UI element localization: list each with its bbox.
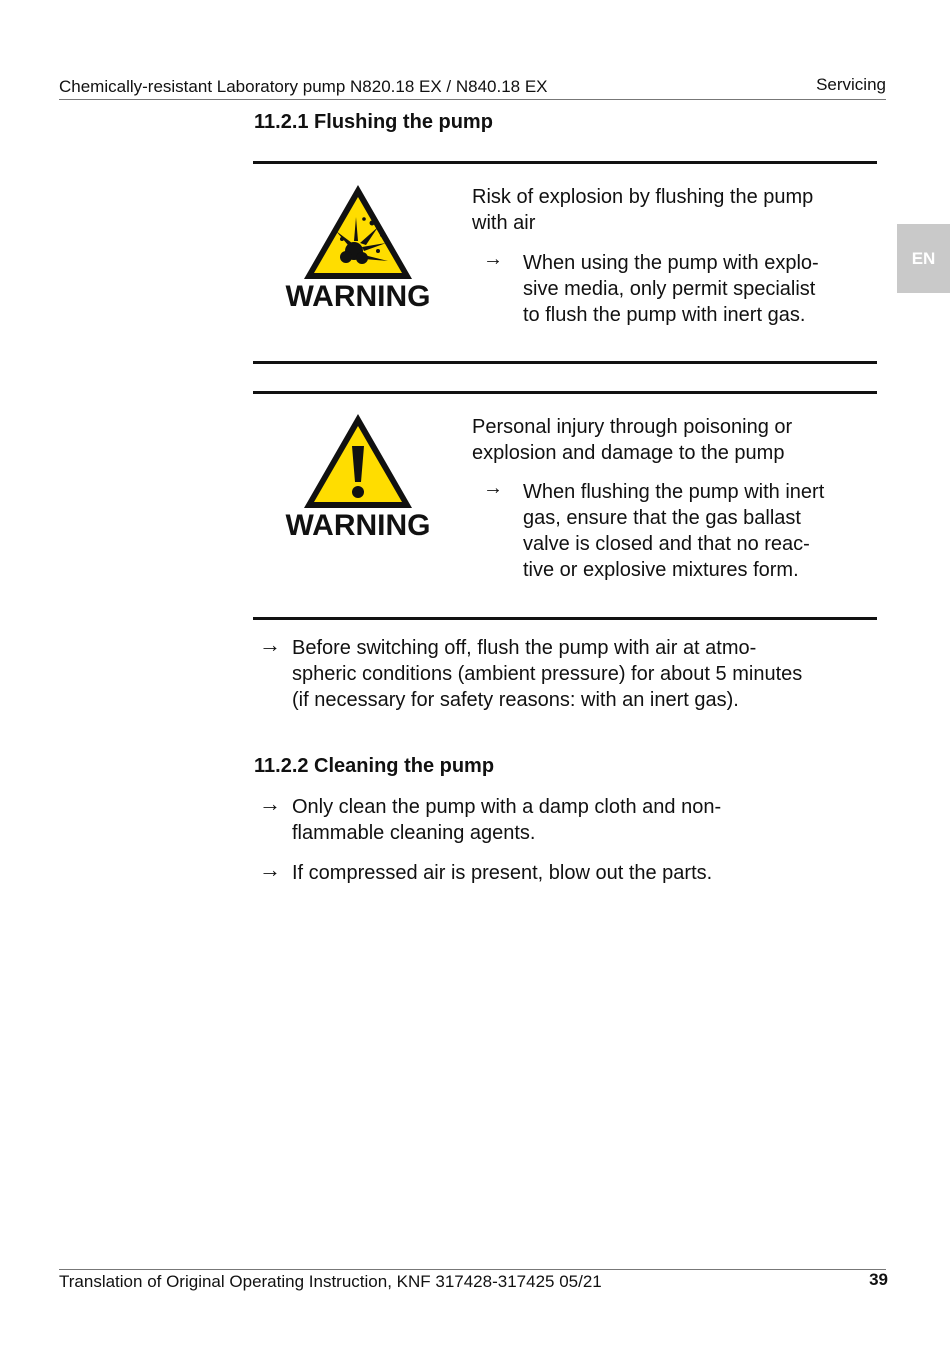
warning-1-text-line: When using the pump with explo-: [523, 252, 819, 274]
explosion-warning-icon: [302, 183, 414, 281]
step-arrow-icon: →: [259, 857, 281, 882]
warning-2-text-line: tive or explosive mixtures form.: [523, 559, 799, 581]
warning-1-text-line: to flush the pump with inert gas.: [523, 304, 806, 326]
warning-2-instruction: [523, 479, 873, 583]
warning-2-top-rule: [253, 391, 877, 394]
warning-2-signal-word: WARNING: [285, 509, 431, 542]
warning-2-text-line: valve is closed and that no reac-: [523, 533, 810, 555]
header-divider: [59, 99, 886, 100]
section-heading-cleaning: 11.2.2 Cleaning the pump: [254, 755, 495, 777]
step-text-line: Only clean the pump with a damp cloth and non-: [292, 796, 722, 818]
step-arrow-icon: →: [259, 791, 281, 816]
warning-1-arrow-icon: →: [483, 248, 503, 270]
flush-before-switch-off-step: [292, 635, 877, 713]
warning-1-title: [472, 184, 872, 236]
warning-2-text-line: When flushing the pump with inert: [523, 481, 825, 503]
blow-out-parts-step: [292, 860, 877, 886]
step-arrow-icon: →: [259, 632, 281, 657]
warning-1-title-line: Risk of explosion by flushing the pump: [472, 186, 814, 208]
step-text-line: (if necessary for safety reasons: with an inert gas).: [292, 689, 739, 711]
warning-1-text-line: sive media, only permit specialist: [523, 278, 816, 300]
warning-1-instruction: [523, 250, 873, 328]
step-text-line: spheric conditions (ambient pressure) for about 5 minutes: [292, 663, 803, 685]
section-heading-flushing: 11.2.1 Flushing the pump: [254, 111, 493, 133]
page-number: 39: [869, 1270, 888, 1289]
header-title: Chemically-resistant Laboratory pump N820.18 EX / N840.18 EX: [59, 77, 548, 96]
warning-2-arrow-icon: →: [483, 477, 503, 499]
clean-damp-cloth-step: [292, 794, 877, 846]
warning-2-title: [472, 414, 872, 466]
header-section: Servicing: [816, 75, 886, 94]
step-text-line: If compressed air is present, blow out the parts.: [292, 862, 713, 884]
warning-1-title-line: with air: [472, 212, 536, 234]
footer-divider: [59, 1269, 886, 1270]
warning-1-signal-word: WARNING: [285, 280, 431, 313]
warning-1-top-rule: [253, 161, 877, 164]
step-text-line: Before switching off, flush the pump with air at atmo-: [292, 637, 757, 659]
warning-1-bottom-rule: [253, 361, 877, 364]
general-warning-icon: [302, 412, 414, 510]
step-text-line: flammable cleaning agents.: [292, 822, 536, 844]
warning-2-text-line: gas, ensure that the gas ballast: [523, 507, 801, 529]
warning-2-title-line: Personal injury through poisoning or: [472, 416, 793, 438]
footer-text: Translation of Original Operating Instruction, KNF 317428-317425 05/21: [59, 1272, 602, 1291]
language-tab: EN: [897, 224, 950, 293]
warning-2-title-line: explosion and damage to the pump: [472, 442, 785, 464]
warning-2-bottom-rule: [253, 617, 877, 620]
